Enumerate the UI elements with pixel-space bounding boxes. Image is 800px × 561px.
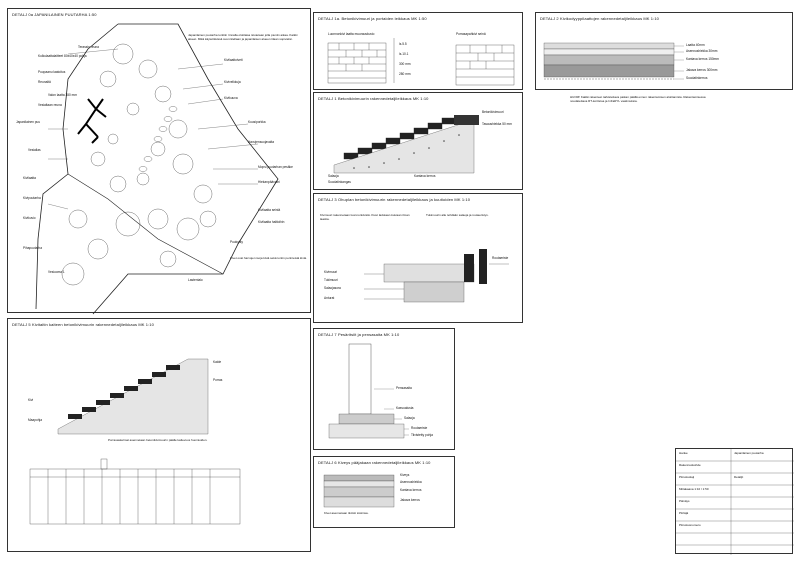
detail7-title: DETALJ 6 Kiveys pääjakaan rakennedetaljileikkaus MK 1:10: [318, 460, 431, 465]
detail1-panel: [313, 12, 523, 90]
detail5-panel: [7, 318, 311, 552]
plan-label-24: Pihapuutarha: [23, 246, 42, 250]
detail2-layer-4: Jakava kerros 300mm: [686, 68, 718, 72]
detail2-drawing: [536, 13, 794, 91]
detail4-label-5: Routaeriste: [492, 256, 509, 260]
plan-label-8: Japanilainen puu: [16, 120, 41, 124]
detail3-layer-2: Tasaushiekka 50 mm: [482, 122, 512, 126]
detail2-layer-1: Laatta 40mm: [686, 43, 705, 47]
detail5-label-1: Kaide: [213, 360, 222, 364]
detail6-label-2: Kasvualusta: [396, 406, 414, 410]
detail5-label-2: Porras: [213, 378, 223, 382]
plan-label-17: Kivilaatta: [23, 176, 36, 180]
detail2-note: HUOM! Kaikki rakenteet tarkistettava paikan päällä ennen rakentamisen aloittamista. Rakentamisessa noudatettava RT-kortistoa ja InfraRYL vaatimuksia.: [570, 95, 706, 103]
detail1-dim-3: 300 mm: [399, 62, 411, 66]
detail1-drawing: [314, 13, 524, 91]
plan-label-22: Puukytky: [230, 240, 243, 244]
plan-label-5: Reunaltä: [38, 80, 51, 84]
plan-label-10: Kivivelkkuja: [224, 80, 241, 84]
plan-label-4: Puupaanu laatoitus: [38, 70, 66, 74]
tb-row-3: Rakennuskohde: [679, 463, 701, 467]
detail4-text-2: Tukimuurin alle tehdään salaoja ja routaeristys.: [426, 213, 489, 217]
detail5-label-4: Maapohja: [28, 418, 42, 422]
detail4-label-4: Anturat: [324, 296, 335, 300]
tb-row-8: Piirtäjä: [679, 511, 689, 515]
detail1-dim-1: ls.5.5: [399, 42, 407, 46]
plan-notes-2: Kivet ovat harvojen isoja kiviä sekä tontin perinteisiä kiviä.: [230, 256, 307, 260]
tb-row-5: Detaljit: [734, 475, 744, 479]
detail5-drawing: [8, 319, 312, 553]
tb-row-2: Japanilainen puutarha: [734, 451, 764, 455]
detail7-label-3: Kantava kerros: [400, 488, 422, 492]
detail2-title: DETALJ 2 Kivikodyyppilaattojen rakennedetaljileikkaus MK 1:10: [540, 16, 659, 21]
detail1-title: DETALJ 1a. Betonikivimuuri ja portaiden leikkaus MK 1:50: [318, 16, 427, 21]
detail4-panel: [313, 193, 523, 323]
plan-label-16: Hiekanpäävaini: [258, 180, 280, 184]
detail4-title: DETALJ 3 Ohuplan betonikivimuurin rakennedetaljileikkaus ja kuutioiden MK 1:10: [318, 197, 471, 202]
detail2-layer-2: Asennushiekka 30mm: [686, 49, 718, 53]
plan-label-21: Kivilaatta haltioihin: [258, 220, 285, 224]
detail6-panel: [313, 328, 455, 450]
detail5-label-3: Kivi: [28, 398, 34, 402]
plan-label-9: Kivilaattoiveti: [224, 58, 243, 62]
detail4-label-2: Tukimuuri: [324, 278, 338, 282]
detail4-label-1: Kivimuuri: [324, 270, 338, 274]
plan-label-2: Kulkulaattalaitteet 80x40x40 pohja: [38, 54, 87, 58]
detail6-label-5: Tiivistetty pohja: [411, 433, 433, 437]
detail3-title: DETALJ 1 Betonikivimuurin rakennedetaljileikkaus MK 1:10: [318, 96, 429, 101]
detail1-dim-2: ls.10.1: [399, 52, 409, 56]
detail7-label-2: Asennushiekka: [400, 480, 422, 484]
detail1-dim-4: 280 mm: [399, 72, 411, 76]
detail4-label-3: Salaojasora: [324, 286, 341, 290]
detail2-layer-5: Suodatinkerros: [686, 76, 708, 80]
plan-panel: [7, 8, 311, 313]
detail3-panel: [313, 92, 523, 190]
detail1-wall-label-2: Porrasapahkivi seinä: [456, 32, 486, 36]
detail7-drawing: [314, 457, 456, 529]
tb-row-7: Päiväys: [679, 499, 690, 503]
detail7-panel: [313, 456, 455, 528]
detail7-text: Kivet asennetaan tiiviisti toisiinsa.: [324, 511, 369, 515]
plan-label-15: Mopsi puutarhan pesäke: [258, 165, 293, 169]
detail5-title: DETALJ 5 Kivitaitin kaiteen betonikivimuurin rakennedetaljileikkaus MK 1:10: [12, 322, 154, 327]
plan-notes: Japanilainen puutarha tonttiin rinnalla olotilaisa istutetaan jolla pieniin aikaa. Kaikki alueet. Mikä käytettävissä suunnitellaan ja japanilaisen alueen tilaan sopivaksi.: [188, 33, 298, 41]
tb-row-1: Hanke: [679, 451, 688, 455]
title-block: [675, 448, 793, 554]
plan-label-11: Kivikuuva: [224, 96, 238, 100]
detail3-layer-4: Salaoja: [328, 174, 339, 178]
plan-label-25: Vesiuoma 1: [48, 270, 65, 274]
detail7-label-1: Kiveys: [400, 473, 410, 477]
plan-label-7: Vesialtaan reuna: [38, 103, 62, 107]
tb-row-9: Piirustusnumero: [679, 523, 701, 527]
tb-row-4: Piirustuslaji: [679, 475, 695, 479]
tb-row-6: Mittakaava 1:10 / 1:50: [679, 487, 709, 491]
plan-label-13: Kuusiporkka: [248, 120, 266, 124]
plan-label-23: Lastentalo: [188, 278, 203, 282]
detail6-title: DETALJ 7 Pesäritsiit ja pensasaita MK 1:10: [318, 332, 400, 337]
detail6-label-4: Routaeriste: [411, 426, 428, 430]
detail4-text-1: Kivimuuri rakennetaan luonnonkivistä. Kivet ladotaan kuivaan ilman laastia.: [320, 213, 410, 221]
detail2-panel: [535, 12, 793, 90]
detail6-drawing: [314, 329, 456, 451]
plan-label-20: Kivilaatta seiniä: [258, 208, 281, 212]
detail6-label-1: Pensasaita: [396, 386, 412, 390]
plan-title: DETALJ 0a JAPANILAINEN PUUTARHA 1:50: [12, 12, 97, 17]
detail3-layer-3: Kantava kerros: [414, 174, 436, 178]
plan-label-19: Kivikuvio: [23, 216, 36, 220]
plan-label-14: Havujensuojavalta: [248, 140, 275, 144]
detail3-layer-1: Betonikivimuuri: [482, 110, 504, 114]
detail2-layer-3: Kantava kerros 150mm: [686, 57, 719, 61]
detail5-text: Porrasaskelmat asennetaan betonikivimuurin päälle kaltevuus huomioiden.: [108, 438, 208, 442]
detail6-label-3: Salaoja: [404, 416, 415, 420]
plan-label-18: Kivipuutarha: [23, 196, 41, 200]
detail1-wall-label: Luonnonkivi laatta muurauskuvio: [328, 32, 375, 36]
detail3-layer-5: Suodatinkangas: [328, 180, 351, 184]
plan-label-6: Valon laatta 350 mm: [48, 93, 77, 97]
plan-label-1: Terassin reuna: [78, 45, 99, 49]
detail7-label-4: Jakava kerros: [400, 498, 420, 502]
plan-label-12: Vesiallas: [28, 148, 41, 152]
